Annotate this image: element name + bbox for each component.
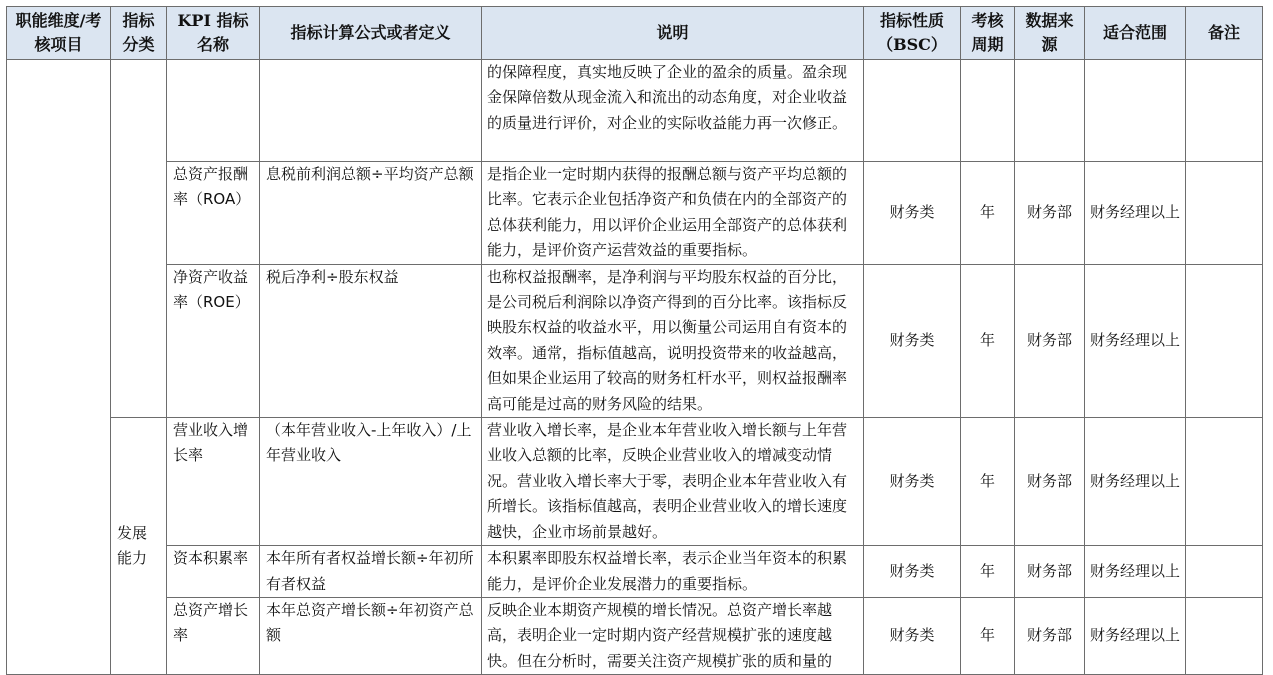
remark-cell [1186, 546, 1263, 598]
header-source: 数据来源 [1015, 7, 1085, 60]
table-row [7, 162, 1263, 265]
table-row [7, 546, 1263, 598]
source-cell: 财务部 [1015, 546, 1085, 598]
header-kpi-name: KPI 指标名称 [167, 7, 260, 60]
kpi-name-cell: 总资产报酬率（ROA） [167, 162, 260, 265]
kpi-table-container [6, 6, 1263, 675]
header-dimension: 职能维度/考核项目 [7, 7, 111, 60]
nature-cell [864, 60, 961, 162]
nature-cell: 财务类 [864, 264, 961, 417]
header-remark: 备注 [1186, 7, 1263, 60]
scope-cell [1085, 60, 1186, 162]
kpi-name-cell: 净资产收益率（ROE） [167, 264, 260, 417]
formula-cell: 本年所有者权益增长额÷年初所有者权益 [260, 546, 482, 598]
source-cell: 财务部 [1015, 264, 1085, 417]
source-cell: 财务部 [1015, 162, 1085, 265]
remark-cell [1186, 264, 1263, 417]
nature-cell: 财务类 [864, 162, 961, 265]
category-cell [111, 60, 167, 418]
header-formula: 指标计算公式或者定义 [260, 7, 482, 60]
nature-cell: 财务类 [864, 597, 961, 674]
source-cell [1015, 60, 1085, 162]
formula-cell: 本年总资产增长额÷年初资产总额 [260, 597, 482, 674]
remark-cell [1186, 162, 1263, 265]
scope-cell: 财务经理以上 [1085, 597, 1186, 674]
remark-cell [1186, 597, 1263, 674]
period-cell: 年 [961, 418, 1015, 546]
period-cell [961, 60, 1015, 162]
kpi-table [6, 6, 1263, 675]
table-row [7, 60, 1263, 162]
source-cell: 财务部 [1015, 418, 1085, 546]
description-cell: 本积累率即股东权益增长率，表示企业当年资本的积累能力，是评价企业发展潜力的重要指标。 [482, 546, 864, 598]
period-cell: 年 [961, 546, 1015, 598]
nature-cell: 财务类 [864, 418, 961, 546]
table-row [7, 418, 1263, 546]
description-cell: 的保障程度，真实地反映了企业的盈余的质量。盈余现金保障倍数从现金流入和流出的动态角度，对企业收益的质量进行评价，对企业的实际收益能力再一次修正。 [482, 60, 864, 162]
header-period: 考核周期 [961, 7, 1015, 60]
formula-cell: 息税前利润总额÷平均资产总额 [260, 162, 482, 265]
period-cell: 年 [961, 264, 1015, 417]
category-group-cell: 发展能力 [111, 418, 167, 675]
header-row [7, 7, 1263, 60]
kpi-name-cell: 总资产增长率 [167, 597, 260, 674]
formula-cell [260, 60, 482, 162]
description-cell: 营业收入增长率，是企业本年营业收入增长额与上年营业收入总额的比率，反映企业营业收入的增减变动情况。营业收入增长率大于零，表明企业本年营业收入有所增长。该指标值越高，表明企业营业收入的增长速度越快，企业市场前景越好。 [482, 418, 864, 546]
dimension-cell [7, 60, 111, 675]
formula-cell: 税后净利÷股东权益 [260, 264, 482, 417]
scope-cell: 财务经理以上 [1085, 546, 1186, 598]
remark-cell [1186, 60, 1263, 162]
kpi-name-cell: 资本积累率 [167, 546, 260, 598]
header-nature: 指标性质（BSC） [864, 7, 961, 60]
scope-cell: 财务经理以上 [1085, 418, 1186, 546]
table-row [7, 597, 1263, 674]
table-row [7, 264, 1263, 417]
scope-cell: 财务经理以上 [1085, 162, 1186, 265]
header-category: 指标分类 [111, 7, 167, 60]
description-cell: 也称权益报酬率，是净利润与平均股东权益的百分比，是公司税后利润除以净资产得到的百分比率。该指标反映股东权益的收益水平，用以衡量公司运用自有资本的效率。通常，指标值越高，说明投资带来的收益越高，但如果企业运用了较高的财务杠杆水平，则权益报酬率高可能是过高的财务风险的结果。 [482, 264, 864, 417]
period-cell: 年 [961, 162, 1015, 265]
scope-cell: 财务经理以上 [1085, 264, 1186, 417]
nature-cell: 财务类 [864, 546, 961, 598]
kpi-name-cell: 营业收入增长率 [167, 418, 260, 546]
formula-cell: （本年营业收入-上年收入）/上年营业收入 [260, 418, 482, 546]
source-cell: 财务部 [1015, 597, 1085, 674]
description-cell: 反映企业本期资产规模的增长情况。总资产增长率越高，表明企业一定时期内资产经营规模扩张的速度越快。但在分析时，需要关注资产规模扩张的质和量的 [482, 597, 864, 674]
period-cell: 年 [961, 597, 1015, 674]
description-cell: 是指企业一定时期内获得的报酬总额与资产平均总额的比率。它表示企业包括净资产和负债在内的全部资产的总体获利能力，用以评价企业运用全部资产的总体获利能力，是评价资产运营效益的重要指标。 [482, 162, 864, 265]
header-description: 说明 [482, 7, 864, 60]
kpi-name-cell [167, 60, 260, 162]
header-scope: 适合范围 [1085, 7, 1186, 60]
remark-cell [1186, 418, 1263, 546]
